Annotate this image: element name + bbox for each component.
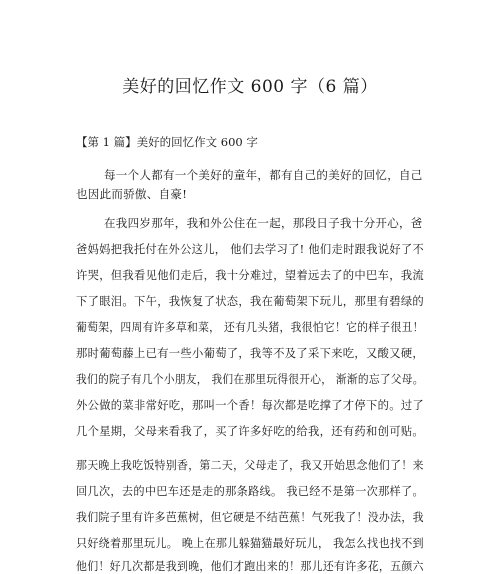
text-line: 也因此而骄傲、自豪! (76, 187, 188, 201)
text-line: 许哭，但我看见他们走后，我十分难过，望着远去了的中巴车，我流 (76, 268, 425, 282)
section-heading: 【第 1 篇】美好的回忆作文 600 字 (76, 135, 258, 149)
document-title: 美好的回忆作文 600 字（6 篇） (122, 77, 378, 97)
text-line: 那时葡萄藤上已有一些小葡萄了，我等不及了采下来吃，又酸又硬， (76, 346, 425, 360)
text-line: 在我四岁那年，我和外公住在一起，那段日子我十分开心，爸 (104, 216, 423, 230)
text-line: 下了眼泪。下午，我恢复了状态，我在葡萄架下玩儿，那里有碧绿的 (76, 294, 425, 308)
text-line: 葡萄架，四周有许多草和菜， 还有几头猪，我很怕它！它的样子很丑！ (76, 320, 424, 334)
text-line: 几个星期，父母来看我了，买了许多好吃的给我，还有药和创可贴。 (76, 424, 425, 438)
text-line: 爸妈妈把我托付在外公这儿， 他们去学习了! 他们走时跟我说好了不 (76, 242, 425, 256)
text-line: 我们院子里有许多芭蕉树，但它硬是不结芭蕉！气死我了！没办法，我 (76, 510, 424, 524)
text-line: 回几次，去的中巴车还是走的那条路线。 我已经不是第一次那样了。 (76, 484, 424, 498)
text-line: 那天晚上我吃饭特别香，第二天，父母走了，我又开始思念他们了！来 (76, 458, 424, 472)
text-line: 每一个人都有一个美好的童年，都有自己的美好的回忆，自己 (104, 168, 423, 182)
text-line: 只好绕着那里玩儿。 晚上在那儿躲猫猫最好玩儿， 我怎么找也找不到 (76, 536, 424, 550)
text-line: 他们！好几次都是我到晚，他们才跑出来的！那儿还有许多花，五颜六 (76, 559, 424, 573)
text-line: 我们的院子有几个小朋友， 我们在那里玩得很开心， 渐渐的忘了父母。 (76, 372, 424, 386)
text-line: 外公做的菜非常好吃，那叫一个香！每次都是吃撑了才停下的。过了 (76, 398, 425, 412)
